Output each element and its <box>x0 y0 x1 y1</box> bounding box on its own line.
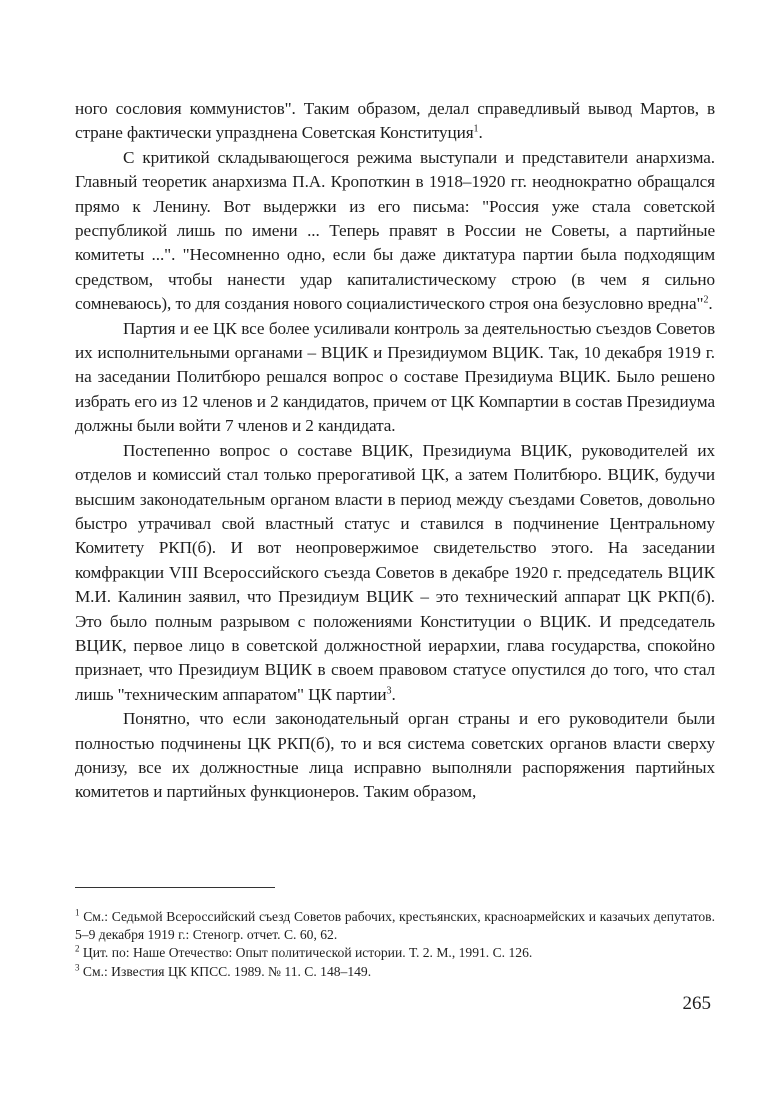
footnote-mark: 3 <box>75 962 80 973</box>
footnote-text: См.: Седьмой Всероссийский съезд Советов рабочих, крестьянских, красноармейских и казачьих депутатов. 5–9 декабря 1919 г.: Стеногр. отчет. С. 60, 62. <box>75 909 715 943</box>
paragraph-2 <box>75 146 715 317</box>
paragraph-3 <box>75 317 715 439</box>
footnote-divider <box>75 887 275 888</box>
page-number: 265 <box>682 993 711 1014</box>
footnote-2 <box>75 944 715 962</box>
paragraph-1 <box>75 97 715 146</box>
paragraph-text: ного сословия коммунистов". Таким образом, делал справедливый вывод Мартов, в стране фактически упразднена Советская Конституция <box>75 99 715 143</box>
footnote-1 <box>75 908 715 944</box>
footnotes <box>75 908 715 981</box>
footnote-3 <box>75 963 715 981</box>
paragraph-text: Понятно, что если законодательный орган страны и его руководители были полностью подчинены ЦК РКП(б), то и вся система советских органов власти сверху донизу, все их должностные лица исправно выполняли распоряжения партийных комитетов и партийных функционеров. Таким образом, <box>75 709 715 802</box>
footnote-mark: 1 <box>75 907 80 918</box>
footnote-ref-2: 2 <box>703 294 709 306</box>
footnote-text: Цит. по: Наше Отечество: Опыт политической истории. Т. 2. М., 1991. С. 126. <box>82 945 533 961</box>
footnote-mark: 2 <box>75 943 80 954</box>
main-text <box>75 97 715 805</box>
footnote-ref-1: 1 <box>473 123 479 135</box>
footnote-text: См.: Известия ЦК КПСС. 1989. № 11. С. 148–149. <box>82 963 372 979</box>
paragraph-text: Партия и ее ЦК все более усиливали контроль за деятельностью съездов Советов их исполнительными органами – ВЦИК и Президиумом ВЦИК. Так, 10 декабря 1919 г. на заседании Политбюро решался вопрос о составе Президиума ВЦИК. Было решено избрать его из 12 членов и 2 кандидатов, причем от ЦК Компартии в состав Президиума должны были войти 7 членов и 2 кандидата. <box>75 318 715 436</box>
paragraph-tail: . <box>708 294 713 314</box>
paragraph-4 <box>75 439 715 707</box>
paragraph-5 <box>75 707 715 805</box>
paragraph-text: С критикой складывающегося режима выступали и представители анархизма. Главный теоретик анархизма П.А. Кропоткин в 1918–1920 гг. неоднократно обращался прямо к Ленину. Вот выдержки из его письма: "Россия уже стала советской республикой лишь по имени ... Теперь правят в России не Советы, а партийные комитеты ...". "Несомненно одно, если бы даже диктатура партии была подходящим средством, чтобы нанести удар капиталистическому строю (в чем я сильно сомневаюсь), то для создания нового социалистического строя она безусловно вредна" <box>75 147 715 314</box>
paragraph-tail: . <box>478 123 483 143</box>
footnote-ref-3: 3 <box>386 685 392 697</box>
paragraph-text: Постепенно вопрос о составе ВЦИК, Президиума ВЦИК, руководителей их отделов и комиссий стал только прерогативой ЦК, а затем Политбюро. ВЦИК, будучи высшим законодательным органом власти в период между съездами Советов, довольно быстро утрачивал свой властный статус и ставился в подчинение Центральному Комитету РКП(б). И вот неопровержимое свидетельство этого. На заседании комфракции VIII Всероссийского съезда Советов в декабре 1920 г. председатель ВЦИК М.И. Калинин заявил, что Президиум ВЦИК – это технический аппарат ЦК РКП(б). Это было полным разрывом с положениями Конституции о ВЦИК. И председатель ВЦИК, первое лицо в советской должностной иерархии, глава государства, спокойно признает, что Президиум ВЦИК в своем правовом статусе опустился до того, что стал лишь "техническим аппаратом" ЦК партии <box>75 440 715 704</box>
paragraph-tail: . <box>391 684 396 704</box>
